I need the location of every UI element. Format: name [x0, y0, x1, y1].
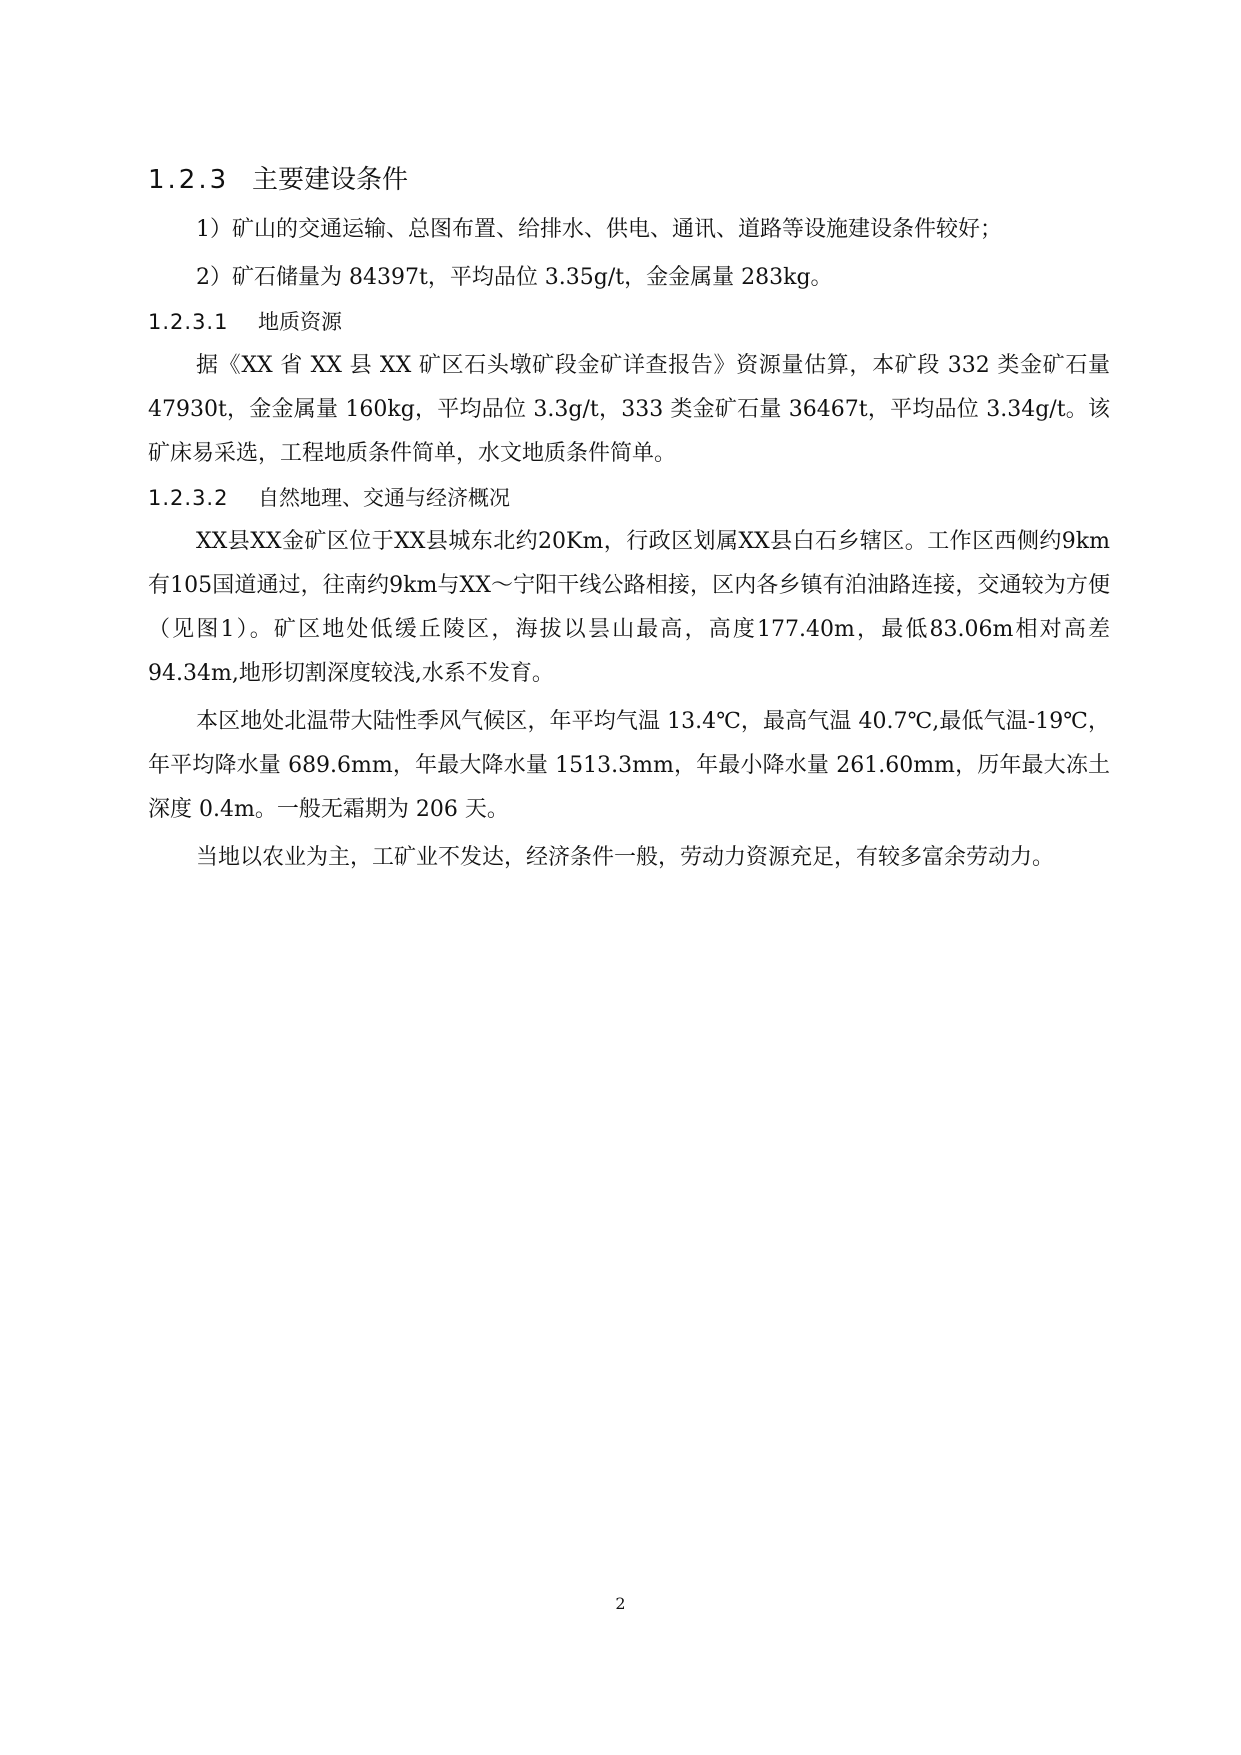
- condition-item: 2）矿石储量为 84397t，平均品位 3.35g/t，金金属量 283kg。: [196, 265, 833, 290]
- subsection-title: 地质资源: [258, 310, 342, 334]
- subsection-heading: [148, 480, 1110, 516]
- subsection-heading: [148, 304, 1110, 340]
- body-paragraph: 据《XX 省 XX 县 XX 矿区石头墩矿段金矿详查报告》资源量估算，本矿段 332 类金矿石量 47930t，金金属量 160kg，平均品位 3.3g/t，333 类金矿石量 36467t，平均品位 3.34g/t。该矿床易采选，工程地质条件简单，水文地质条件简单。: [148, 353, 1110, 466]
- body-paragraph: XX县XX金矿区位于XX县城东北约20Km，行政区划属XX县白石乡辖区。工作区西侧约9km有105国道通过，往南约9km与XX～宁阳干线公路相接，区内各乡镇有泊油路连接，交通较为方便（见图1）。矿区地处低缓丘陵区，海拔以昙山最高，高度177.40m，最低83.06m相对高差94.34m,地形切割深度较浅,水系不发育。: [148, 529, 1110, 686]
- section-title: 主要建设条件: [252, 165, 409, 195]
- body-paragraph: 本区地处北温带大陆性季风气候区，年平均气温 13.4℃，最高气温 40.7℃,最低气温-19℃，年平均降水量 689.6mm，年最大降水量 1513.3mm，年最小降水量 261.60mm，历年最大冻土深度 0.4m。一般无霜期为 206 天。: [148, 709, 1110, 822]
- condition-item: 1）矿山的交通运输、总图布置、给排水、供电、通讯、道路等设施建设条件较好；: [196, 217, 1002, 242]
- subsection-title: 自然地理、交通与经济概况: [258, 486, 510, 510]
- subsection-number: 1.2.3.1: [148, 310, 229, 334]
- section-number: 1.2.3: [148, 165, 230, 195]
- body-paragraph: 当地以农业为主，工矿业不发达，经济条件一般，劳动力资源充足，有较多富余劳动力。: [196, 845, 1055, 870]
- subsection-number: 1.2.3.2: [148, 486, 229, 510]
- section-heading: [148, 160, 1110, 200]
- page-content: [148, 160, 1110, 884]
- page-number: 2: [615, 1594, 626, 1613]
